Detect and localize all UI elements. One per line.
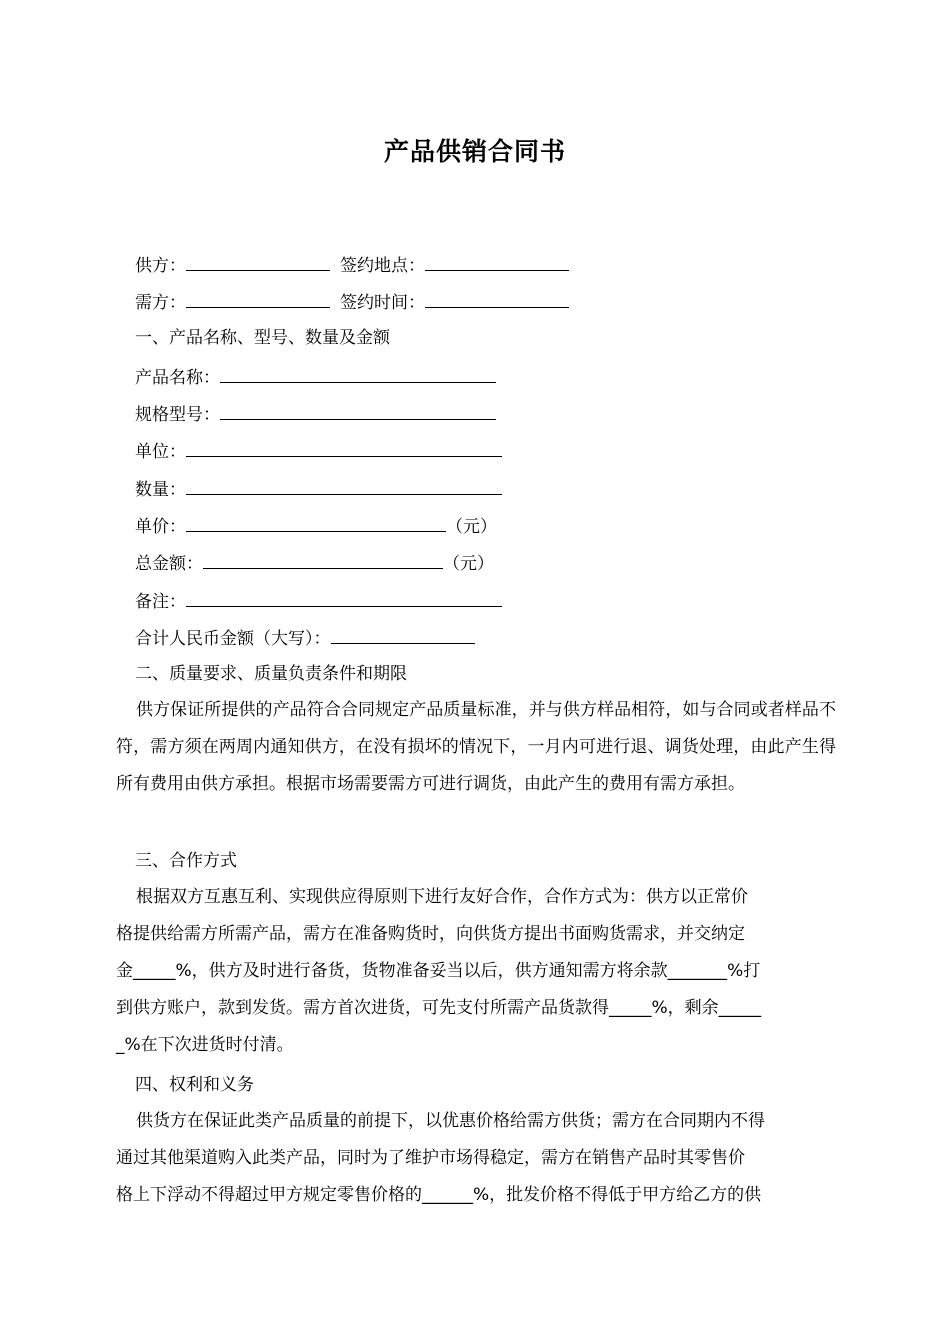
section2-heading: 二、质量要求、质量负责条件和期限 (135, 664, 407, 684)
product-name-label: 产品名称： (135, 368, 220, 388)
total-suffix: （元） (443, 554, 494, 574)
remark-row (135, 588, 502, 614)
section3-line-3: 金_____%，供方及时进行备货，货物准备妥当以后，供方通知需方将余款_______%打 (116, 961, 761, 981)
section2-paragraph: 供方保证所提供的产品符合合同规定产品质量标准，并与供方样品相符，如与合同或者样品不符，需方须在两周内通知供方，在没有损坏的情况下，一月内可进行退、调货处理，由此产生得所有费用由供方承担。根据市场需要需方可进行调货，由此产生的费用有需方承担。 (116, 700, 836, 794)
remark-label: 备注： (135, 592, 186, 612)
section3-heading: 三、合作方式 (135, 851, 237, 871)
total-label: 总金额： (135, 554, 203, 574)
product-name-blank[interactable] (220, 364, 496, 383)
section2-body (116, 692, 836, 803)
supplier-label: 供方： (135, 256, 186, 276)
model-label: 规格型号： (135, 405, 220, 425)
product-name-row (135, 364, 496, 390)
buyer-label: 需方： (135, 293, 186, 313)
total-row (135, 550, 494, 576)
quantity-label: 数量： (135, 480, 186, 500)
rmb-total-label: 合计人民币金额（大写）： (135, 629, 331, 649)
unit-price-suffix: （元） (446, 517, 497, 537)
section4-line-2: 通过其他渠道购入此类产品，同时为了维护市场得稳定，需方在销售产品时其零售价 (116, 1148, 745, 1168)
section4-line-1: 供货方在保证此类产品质量的前提下，以优惠价格给需方供货；需方在合同期内不得 (136, 1111, 765, 1131)
unit-price-blank[interactable] (186, 513, 446, 532)
total-blank[interactable] (203, 550, 443, 569)
unit-label: 单位： (135, 442, 186, 462)
sign-time-label: 签约时间： (340, 293, 425, 313)
section4-line-3: 格上下浮动不得超过甲方规定零售价格的______%，批发价格不得低于甲方给乙方的供 (116, 1185, 762, 1205)
quantity-blank[interactable] (186, 476, 502, 495)
section1-heading: 一、产品名称、型号、数量及金额 (135, 328, 390, 348)
document-title: 产品供销合同书 (383, 137, 566, 166)
buyer-blank[interactable] (186, 289, 330, 308)
sign-place-label: 签约地点： (340, 256, 425, 276)
section4-body (116, 1103, 836, 1214)
sign-place-blank[interactable] (425, 252, 569, 271)
quantity-row (135, 476, 502, 502)
section4-heading: 四、权利和义务 (135, 1075, 254, 1095)
model-blank[interactable] (220, 401, 496, 420)
section3-line-5: _%在下次进货时付清。 (116, 1035, 294, 1055)
unit-price-label: 单价： (135, 517, 186, 537)
section3-line-4: 到供方账户，款到发货。需方首次进货，可先支付所需产品货款得_____%，剩余_____ (116, 998, 762, 1018)
rmb-total-row (135, 625, 475, 651)
section3-line-1: 根据双方互惠互利、实现供应得原则下进行友好合作，合作方式为：供方以正常价 (136, 887, 748, 907)
unit-price-row (135, 513, 497, 539)
section3-body (116, 879, 836, 1064)
model-row (135, 401, 496, 427)
buyer-row (135, 289, 569, 315)
unit-row (135, 438, 502, 464)
section3-line-2: 格提供给需方所需产品，需方在准备购货时，向供货方提出书面购货需求，并交纳定 (116, 924, 745, 944)
supplier-blank[interactable] (186, 252, 330, 271)
unit-blank[interactable] (186, 438, 502, 457)
supplier-row (135, 252, 569, 278)
rmb-total-blank[interactable] (331, 625, 475, 644)
sign-time-blank[interactable] (425, 289, 569, 308)
remark-blank[interactable] (186, 588, 502, 607)
